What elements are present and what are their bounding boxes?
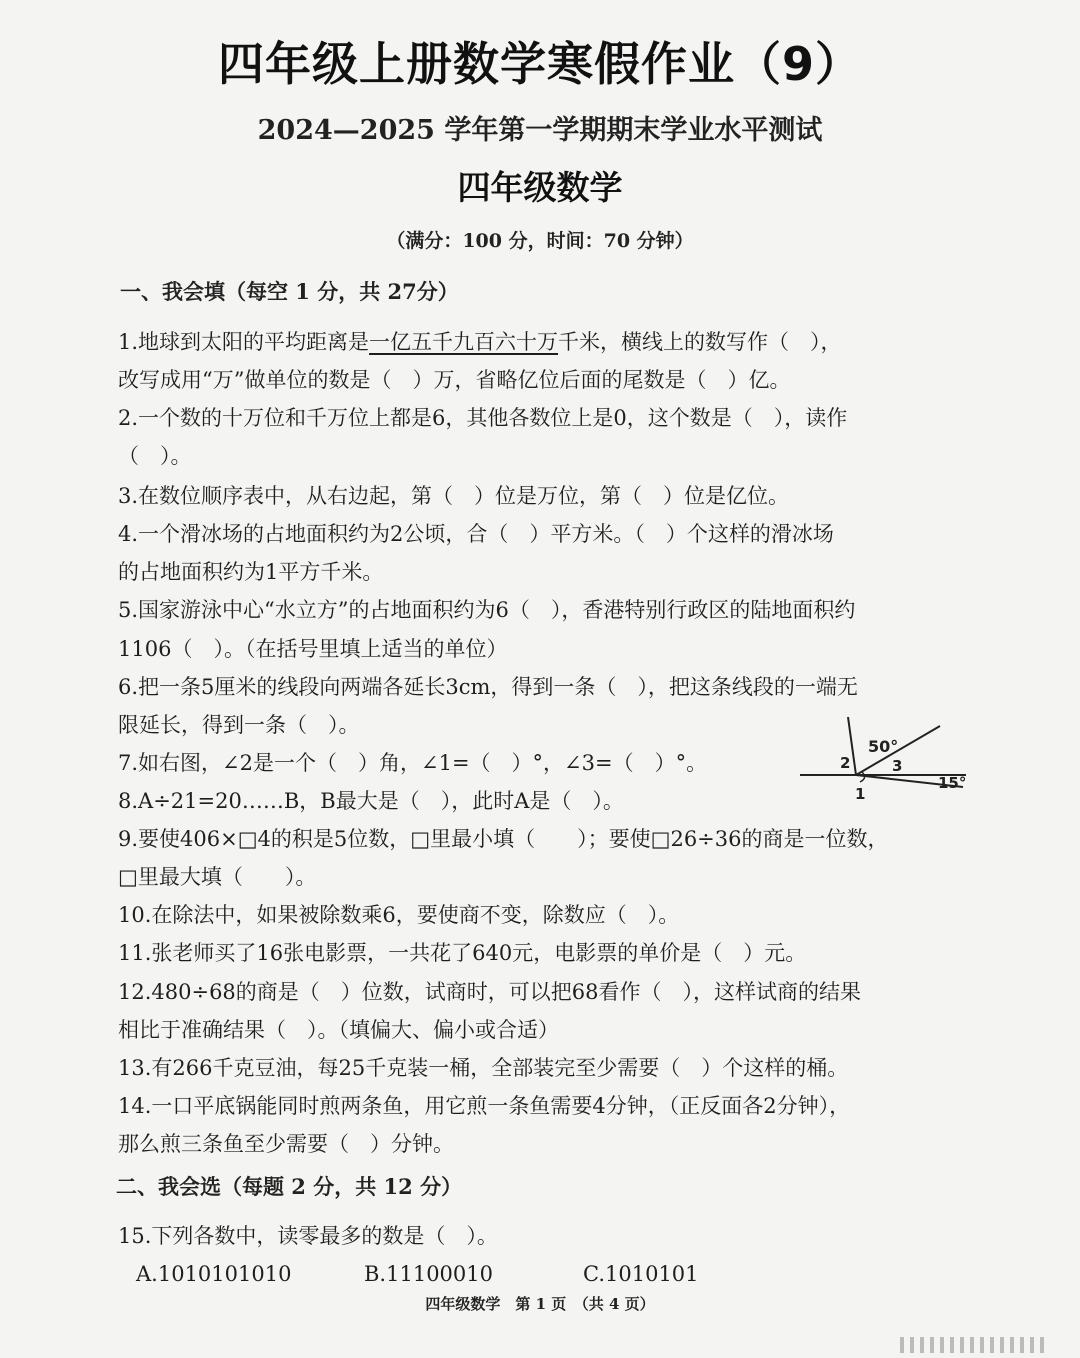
question-2-line-1: 2.一个数的十万位和千万位上都是6，其他各数位上是0，这个数是（ ），读作 xyxy=(118,406,848,430)
angle-figure xyxy=(798,712,968,804)
question-3: 3.在数位顺序表中，从右边起，第（ ）位是万位，第（ ）位是亿位。 xyxy=(118,484,790,508)
figure-angle-arc xyxy=(860,772,865,782)
question-8: 8.A÷21=20……B，B最大是（ ），此时A是（ ）。 xyxy=(118,789,624,813)
question-4-line-1: 4.一个滑冰场的占地面积约为2公顷，合（ ）平方米。（ ）个这样的滑冰场 xyxy=(118,522,834,546)
watermark-bar xyxy=(980,1337,984,1353)
watermark-bar xyxy=(930,1337,934,1353)
question-15: 15.下列各数中，读零最多的数是（ ）。 xyxy=(118,1224,498,1248)
figure-label-1: 1 xyxy=(855,785,866,803)
question-9-line-2: □里最大填（ ）。 xyxy=(118,865,317,889)
score-info: （满分：100 分，时间：70 分钟） xyxy=(386,230,694,252)
question-6-line-2: 限延长，得到一条（ ）。 xyxy=(118,713,360,737)
question-10: 10.在除法中，如果被除数乘6，要使商不变，除数应（ ）。 xyxy=(118,903,680,927)
question-13: 13.有266千克豆油，每25千克装一桶，全部装完至少需要（ ）个这样的桶。 xyxy=(118,1056,849,1080)
figure-label-50: 50° xyxy=(868,737,899,756)
question-14-line-2: 那么煎三条鱼至少需要（ ）分钟。 xyxy=(118,1132,454,1156)
watermark-bars-icon xyxy=(890,1334,1060,1356)
question-5-line-2: 1106（ ）。（在括号里填上适当的单位） xyxy=(118,637,508,661)
watermark-bar xyxy=(940,1337,944,1353)
watermark-bar xyxy=(970,1337,974,1353)
figure-label-15: 15° xyxy=(938,774,967,792)
watermark-bar xyxy=(960,1337,964,1353)
question-4-line-2: 的占地面积约为1平方千米。 xyxy=(118,560,384,584)
question-14-line-1: 14.一口平底锅能同时煎两条鱼，用它煎一条鱼需要4分钟，（正反面各2分钟）， xyxy=(118,1094,851,1118)
option-a: A.1010101010 xyxy=(136,1262,292,1286)
q1-underlined-number: 一亿五千九百六十万 xyxy=(369,330,559,354)
section-1-title: 一、我会填（每空 1 分，共 27分） xyxy=(120,279,459,304)
question-1-line-2: 改写成用“万”做单位的数是（ ）万，省略亿位后面的尾数是（ ）亿。 xyxy=(118,368,791,392)
watermark-bar xyxy=(900,1337,904,1353)
exam-subtitle: 2024—2025 学年第一学期期末学业水平测试 xyxy=(257,115,823,146)
question-11: 11.张老师买了16张电影票，一共花了640元，电影票的单价是（ ）元。 xyxy=(118,941,807,965)
page-title: 四年级上册数学寒假作业（9） xyxy=(217,37,862,91)
page-footer: 四年级数学 第 1 页 （共 4 页） xyxy=(425,1295,655,1313)
watermark-bar xyxy=(920,1337,924,1353)
section-2-title: 二、我会选（每题 2 分，共 12 分） xyxy=(116,1174,463,1199)
question-7: 7.如右图，∠2是一个（ ）角，∠1=（ ）°，∠3=（ ）°。 xyxy=(118,751,708,775)
figure-label-2: 2 xyxy=(840,754,851,772)
option-b: B.11100010 xyxy=(364,1262,493,1286)
watermark-bar xyxy=(1020,1337,1024,1353)
q1-text-b: 千米，横线上的数写作（ ）， xyxy=(558,330,842,354)
question-6-line-1: 6.把一条5厘米的线段向两端各延长3cm，得到一条（ ），把这条线段的一端无 xyxy=(118,675,858,699)
question-2-line-2: （ ）。 xyxy=(118,444,192,468)
exam-subject: 四年级数学 xyxy=(457,168,623,207)
watermark-bar xyxy=(950,1337,954,1353)
watermark-bar xyxy=(1040,1337,1044,1353)
question-9-line-1: 9.要使406×□4的积是5位数，□里最小填（ ）；要使□26÷36的商是一位数， xyxy=(118,827,889,851)
watermark-bar xyxy=(990,1337,994,1353)
question-12-line-2: 相比于准确结果（ ）。（填偏大、偏小或合适） xyxy=(118,1018,559,1042)
option-c: C.1010101 xyxy=(583,1262,699,1286)
question-12-line-1: 12.480÷68的商是（ ）位数，试商时，可以把68看作（ ），这样试商的结果 xyxy=(118,980,862,1004)
figure-label-3: 3 xyxy=(892,757,903,775)
watermark-bar xyxy=(1000,1337,1004,1353)
q1-text-a: 1.地球到太阳的平均距离是 xyxy=(118,330,370,354)
watermark-bar xyxy=(1030,1337,1034,1353)
watermark-bar xyxy=(910,1337,914,1353)
question-5-line-1: 5.国家游泳中心“水立方”的占地面积约为6（ ），香港特别行政区的陆地面积约 xyxy=(118,598,856,622)
watermark-bar xyxy=(1010,1337,1014,1353)
question-1-line-1 xyxy=(118,329,842,355)
